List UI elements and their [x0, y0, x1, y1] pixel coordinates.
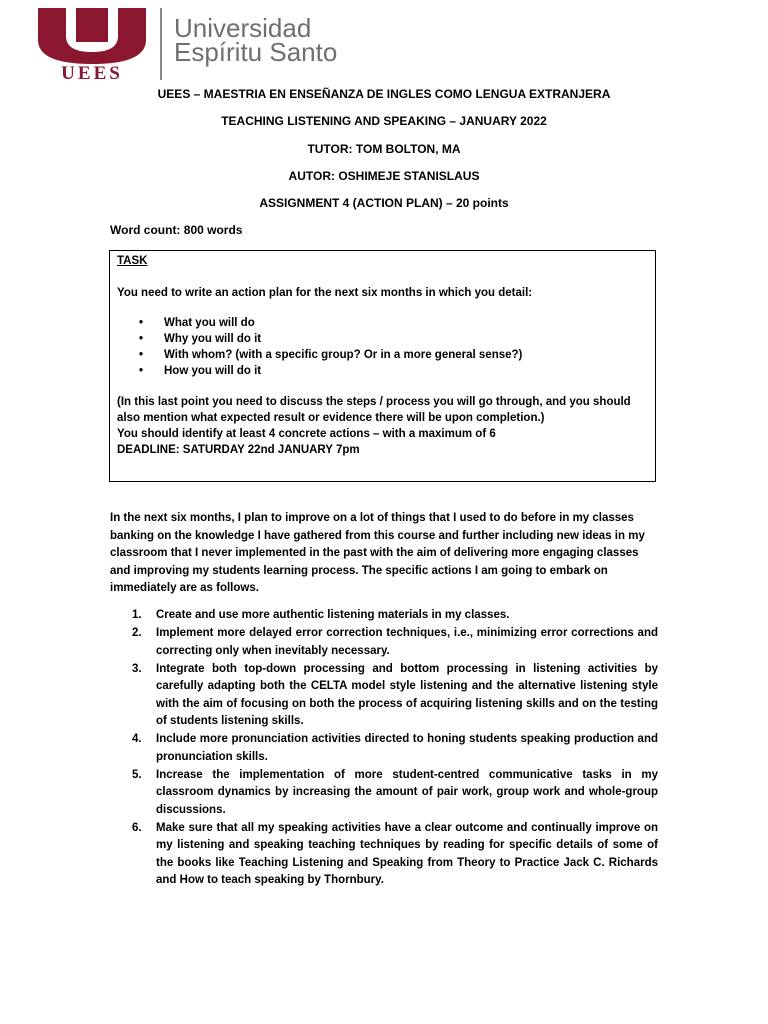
logo-name-line-1: Universidad [174, 13, 312, 43]
action-text: Create and use more authentic listening materials in my classes. [156, 609, 510, 621]
task-note: (In this last point you need to discuss the steps / process you will go through, and you should also mention what expected result or evidence there will be upon completion.) [117, 396, 631, 424]
action-item [110, 767, 658, 820]
tutor-heading: TUTOR: TOM BOLTON, MA [307, 142, 461, 156]
logo-divider [160, 8, 162, 80]
bullet-icon: • [139, 349, 144, 361]
course-heading: TEACHING LISTENING AND SPEAKING – JANUARY 2022 [221, 114, 547, 128]
task-requirement: You should identify at least 4 concrete actions – with a maximum of 6 [117, 428, 496, 440]
action-number: 3. [132, 662, 142, 675]
task-intro: You need to write an action plan for the next six months in which you detail: [117, 287, 533, 299]
bullet-icon: • [139, 365, 144, 377]
task-bullet-item [117, 331, 648, 347]
task-bullet-text: Why you will do it [164, 333, 262, 345]
action-text: Integrate both top-down processing and bottom processing in listening activities by carefully adapting both the CELTA model style listening and the alternative listening style with the aim of focusing on both the process of acquiring listening skills and on the testing of students listening skills. [156, 662, 658, 727]
action-item [110, 661, 658, 731]
action-item [110, 625, 658, 660]
action-item [110, 607, 658, 625]
action-text: Make sure that all my speaking activities have a clear outcome and continually improve on my listening and speaking teaching techniques by reading for specific details of some of the books like Teaching Listening and Speaking from Theory to Practice Jack C. Richards and How to teach speaking by Thornbury. [156, 821, 658, 886]
action-text: Increase the implementation of more student-centred communicative tasks in my classroom dynamics by increasing the amount of pair work, group work and whole-group discussions. [156, 768, 658, 816]
action-text: Include more pronunciation activities directed to honing students speaking production and pronunciation skills. [156, 733, 658, 763]
task-bullet-text: What you will do [164, 317, 255, 329]
task-bullet-item [117, 363, 648, 379]
author-heading: AUTOR: OSHIMEJE STANISLAUS [288, 169, 480, 183]
word-count: Word count: 800 words [110, 223, 243, 237]
intro-paragraph: In the next six months, I plan to improve on a lot of things that I used to do before in my classes banking on the knowledge I have gathered from this course and further including new ideas in my classroom that I never implemented in the past with the aim of delivering more engaging classes and improving my students learning process. The specific actions I am going to embark on immediately are as follows. [110, 512, 645, 595]
action-item [110, 731, 658, 766]
action-number: 2. [132, 627, 142, 639]
action-number: 1. [132, 609, 142, 621]
action-list [110, 607, 658, 890]
task-bullet-text: How you will do it [164, 365, 262, 377]
logo-university-name [174, 13, 338, 67]
action-number: 5. [132, 768, 142, 781]
action-item [110, 820, 658, 890]
logo-acronym: UEES [61, 63, 123, 84]
action-number: 6. [132, 821, 142, 834]
task-title: TASK [117, 255, 148, 267]
task-box [109, 250, 656, 482]
task-bullet-text: With whom? (with a specific group? Or in a more general sense?) [164, 349, 523, 361]
action-number: 4. [132, 733, 142, 745]
assignment-heading: ASSIGNMENT 4 (ACTION PLAN) – 20 points [259, 196, 509, 210]
university-logo [32, 6, 412, 82]
task-bullet-list [117, 315, 648, 379]
logo-name-line-2: Espíritu Santo [174, 37, 338, 67]
bullet-icon: • [139, 317, 144, 329]
task-bullet-item [117, 347, 648, 363]
bullet-icon: • [139, 333, 144, 345]
action-text: Implement more delayed error correction techniques, i.e., minimizing error corrections and correcting only when inevitably necessary. [156, 627, 658, 657]
task-bullet-item [117, 315, 648, 331]
task-deadline: DEADLINE: SATURDAY 22nd JANUARY 7pm [117, 444, 360, 456]
program-heading: UEES – MAESTRIA EN ENSEÑANZA DE INGLES COMO LENGUA EXTRANJERA [157, 87, 611, 101]
